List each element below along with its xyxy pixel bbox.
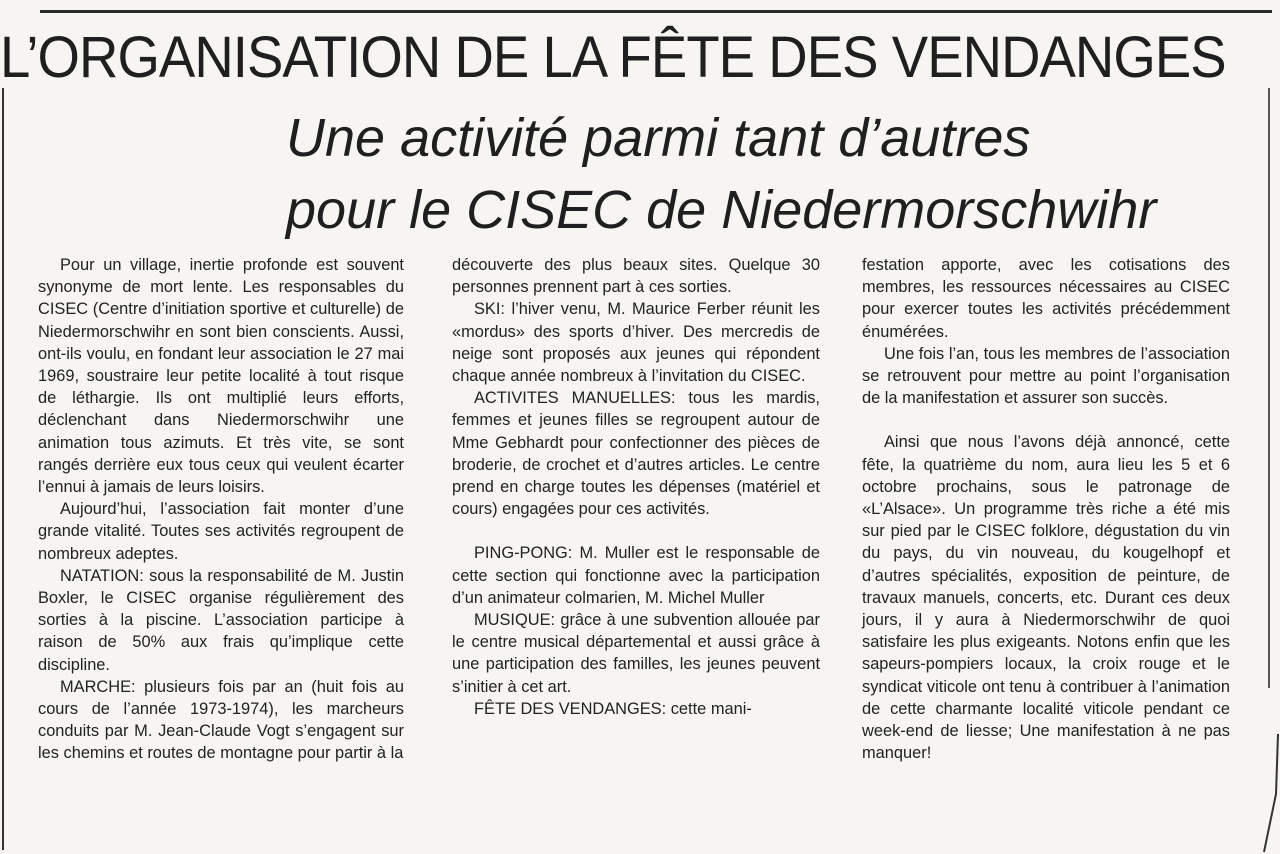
headline: L’ORGANISATION DE LA FÊTE DES VENDANGES [0, 25, 1226, 90]
paragraph-fete-vendanges: FÊTE DES VENDANGES: cette mani- [474, 699, 752, 718]
paragraph-natation: NATATION: sous la responsabilité de M. Justin Boxler, le CISEC organise régulièrement des sorties à la piscine. L’association participe à raison de 50% aux frais qu’implique cette discipline. [38, 566, 404, 674]
top-rule [40, 10, 1272, 13]
paragraph-ping-pong: PING-PONG: M. Muller est le responsable de cette section qui fonctionne avec la participation d’un animateur colmarien, M. Michel Muller [452, 544, 820, 607]
paragraph-musique: MUSIQUE: grâce à une subvention allouée par le centre musical départemental et aussi grâce à une participation des familles, les jeunes peuvent s’initier à cet art. [452, 611, 820, 696]
subtitle-line-2: pour le CISEC de Niedermorschwihr [286, 180, 1157, 240]
right-border [1268, 88, 1270, 688]
article-column-1 [38, 254, 404, 765]
article-column-2 [452, 254, 820, 720]
subtitle [286, 102, 1246, 246]
paragraph-fete-cont: festation apporte, avec les cotisations des membres, les ressources nécessaires au CISEC pour exercer toutes les activités précédemment énumérées. [862, 256, 1230, 341]
paragraph-vitality: Aujourd’hui, l’association fait monter d’une grande vitalité. Toutes ses activités regroupent de nombreux adeptes. [38, 500, 404, 563]
paragraph-organisation: Une fois l’an, tous les membres de l’association se retrouvent pour mettre au point l’organisation de la manifestation et assurer son succès. [862, 344, 1230, 408]
paper-fold-mark [1250, 734, 1280, 854]
paragraph-marche: MARCHE: plusieurs fois par an (huit fois au cours de l’année 1973-1974), les marcheurs conduits par M. Jean-Claude Vogt s’engagent sur les chemins et routes de montagne pour partir à la [38, 677, 404, 763]
paragraph-programme: Ainsi que nous l’avons déjà annoncé, cette fête, la quatrième du nom, aura lieu les 5 et 6 octobre prochains, sous le patronage de «L’Alsace». Un programme très riche a été mis sur pied par le CISEC folklore, dégustation du vin du pays, du vin nouveau, du kougelhopf et d’autres spécialités, exposition de peinture, de travaux manuels, concerts, etc. Durant ces deux jours, il y aura à Niedermorschwihr de quoi satisfaire les plus exigeants. Notons enfin que les sapeurs-pompiers locaux, la croix rouge et le syndicat viticole ont tenu à contribuer à l’animation de cette charmante localité viticole pendant ce week-end de liesse; Une manifestation à ne pas manquer! [862, 433, 1230, 763]
paragraph-marche-cont: découverte des plus beaux sites. Quelque 30 personnes prennent part à ces sorties. [452, 256, 820, 297]
left-border [2, 88, 4, 850]
subtitle-line-1: Une activité parmi tant d’autres [286, 108, 1031, 168]
paragraph-ski: SKI: l’hiver venu, M. Maurice Ferber réunit les «mordus» des sports d’hiver. Des mercredis de neige sont proposés aux jeunes qui répondent chaque année nombreux à l’invitation du CISEC. [452, 300, 820, 386]
paragraph-intro: Pour un village, inertie profonde est souvent synonyme de mort lente. Les responsables du CISEC (Centre d’initiation sportive et culturelle) de Niedermorschwihr en sont bien conscients. Aussi, ont-ils voulu, en fondant leur association le 27 mai 1969, soustraire leur petite localité à tout risque de léthargie. Ils ont multiplié leurs efforts, déclenchant dans Niedermorschwihr une animation tous azimuts. Et très vite, se sont rangés derrière eux tous ceux qui veulent écarter l’ennui à jamais de leurs loisirs. [38, 256, 404, 497]
paragraph-activites-manuelles: ACTIVITES MANUELLES: tous les mardis, femmes et jeunes filles se regroupent autour de Mme Gebhardt pour confectionner des pièces de broderie, de crochet et d’autres articles. Le centre prend en charge toutes les dépenses (matériel et cours) engagées pour ces activités. [452, 389, 820, 519]
article-column-3 [862, 254, 1230, 764]
